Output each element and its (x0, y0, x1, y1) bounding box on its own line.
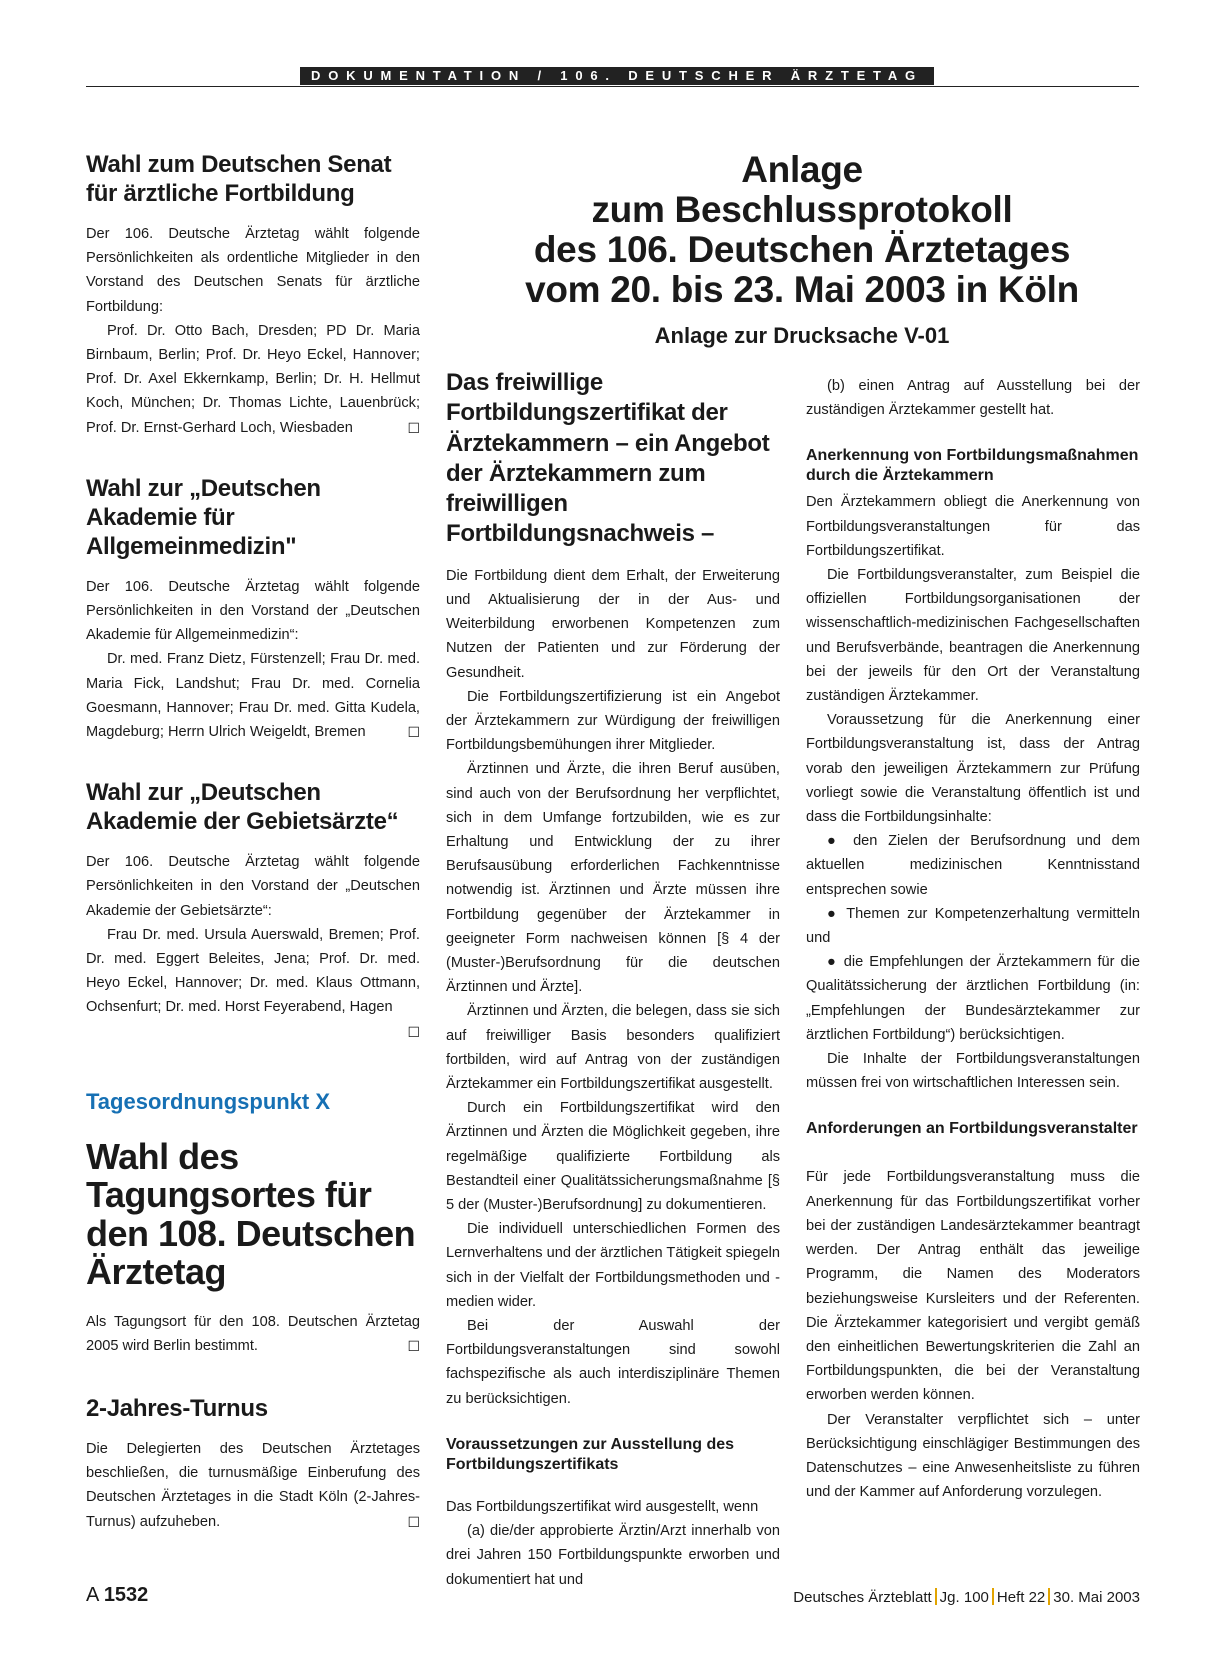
journal-date: 30. Mai 2003 (1053, 1589, 1140, 1606)
end-mark: ☐ (407, 1023, 420, 1040)
paragraph: Ärztinnen und Ärzten, die belegen, dass sie sich auf freiwilliger Basis besonders qualifiziert fortbilden, wird auf Antrag von der zuständigen Ärztekammer ein Fortbildungszertifikat ausgestellt. (446, 1003, 780, 1093)
tagungsort-title: Wahl des Tagungsortes für den 108. Deutschen Ärztetag (86, 1135, 416, 1293)
allgemeinmedizin-heading: Wahl zur „Deutschen Akademie für Allgemeinmedizin" (86, 474, 321, 560)
paragraph: (b) einen Antrag auf Ausstellung bei der zuständigen Ärztekammer gestellt hat. (806, 378, 1140, 419)
paragraph: Bei der Auswahl der Fortbildungsveranstaltungen sind sowohl fachspezifische als auch interdisziplinäre Themen zu berücksichtigen. (446, 1318, 780, 1407)
paragraph: Die individuell unterschiedlichen Formen des Lernverhaltens und der ärztlichen Tätigkeit spiegeln sich in der Vielfalt der Fortbildungsmethoden und -medien wider. (446, 1221, 780, 1310)
paragraph: Die Inhalte der Fortbildungsveranstaltungen müssen frei von wirtschaftlichen Interessen sein. (806, 1051, 1140, 1092)
paragraph: Durch ein Fortbildungszertifikat wird den Ärztinnen und Ärzten die Möglichkeit gegeben, ihre regelmäßige qualifizierte Fortbildung als Bestandteil einer Qualitätssicherungsmaßnahme [§ 5 der (Muster-)Berufsordnung] zu dokumentieren. (446, 1100, 780, 1214)
turnus-heading: 2-Jahres-Turnus (86, 1395, 268, 1423)
paragraph: Den Ärztekammern obliegt die Anerkennung von Fortbildungsveranstaltungen für das Fortbildungszertifikat. (806, 494, 1140, 559)
turnus-text: Die Delegierten des Deutschen Ärztetages beschließen, die turnusmäßige Einberufung des Deutschen Ärztetages in die Stadt Köln (2-Jahres-Turnus) aufzuheben. ☐ (86, 1437, 420, 1534)
gebietsaerzte-heading: Wahl zur „Deutschen Akademie der Gebietsärzte“ (86, 779, 399, 836)
banner-title-line2: zum Beschlussprotokoll (591, 189, 1013, 230)
paragraph: Der Veranstalter verpflichtet sich – unter Berücksichtigung einschlägiger Bestimmungen des Datenschutzes – eine Anwesenheitsliste zu führen und der Kammer auf Anforderung vorzulegen. (806, 1411, 1140, 1501)
annex-banner (500, 150, 1104, 350)
journal-info (793, 1588, 1140, 1606)
section-header: DOKUMENTATION / 106. DEUTSCHER ÄRZTETAG (300, 67, 934, 85)
anerkennung-heading: Anerkennung von Fortbildungsmaßnahmen durch die Ärztekammern (806, 447, 1139, 485)
paragraph: Für jede Fortbildungsveranstaltung muss die Anerkennung für das Fortbildungszertifikat vorher bei der zuständigen Landesärztekammer beantragt werden. Der Antrag enthält das jeweilige Programm, die Namen des Moderators beziehungsweise Kursleiters und der Referenten. Die Ärztekammer kategorisiert und vergibt gemäß den einheitlichen Bewertungskriterien die Zahl an Fortbildungspunkten, die bei der Veranstaltung erworben werden können. (806, 1169, 1140, 1404)
page-number: A 1532 (86, 1584, 149, 1606)
bullet-item: ● Themen zur Kompetenzerhaltung vermitteln und (806, 905, 1140, 947)
banner-title-line1: Anlage (741, 149, 863, 190)
gebietsaerzte-intro: Der 106. Deutsche Ärztetag wählt folgende Persönlichkeiten in den Vorstand der „Deutschen Akademie der Gebietsärzte“: (86, 854, 420, 919)
end-mark: ☐ (407, 1513, 420, 1530)
left-column (86, 150, 420, 1534)
journal-issue: Heft 22 (996, 1589, 1046, 1606)
end-mark: ☐ (407, 419, 420, 436)
paragraph: Die Fortbildung dient dem Erhalt, der Erweiterung und Aktualisierung der in der Aus- und Weiterbildung erworbenen Kompetenzen zum Nutzen der Patienten und zur Förderung der Gesundheit. (446, 567, 780, 681)
journal-name: Deutsches Ärzteblatt (793, 1589, 932, 1606)
right-column (806, 374, 1140, 1504)
gebietsaerzte-members: Frau Dr. med. Ursula Auerswald, Bremen; Prof. Dr. med. Eggert Beleites, Jena; Prof. Dr. med. Heyo Eckel, Hannover; Dr. med. Klaus Ottmann, Ochsenfurt; Dr. med. Horst Feyerabend, Hagen ☐ (86, 923, 420, 1020)
header-rule (86, 86, 1139, 87)
tagungsort-text: Als Tagungsort für den 108. Deutschen Ärztetag 2005 wird Berlin bestimmt. ☐ (86, 1310, 420, 1358)
end-mark: ☐ (407, 724, 420, 741)
paragraph: Voraussetzung für die Anerkennung einer Fortbildungsveranstaltung ist, dass der Antrag vorab den jeweiligen Ärztekammern zur Prüfung vorliegt sowie die Veranstaltung öffentlich ist und dass die Fortbildungsinhalte: (806, 712, 1140, 826)
voraussetzungen-heading: Voraussetzungen zur Ausstellung des Fortbildungszertifikats (446, 1435, 735, 1473)
senat-members: Prof. Dr. Otto Bach, Dresden; PD Dr. Maria Birnbaum, Berlin; Prof. Dr. Heyo Eckel, Hannover; Prof. Dr. Axel Ekkernkamp, Berlin; Dr. H. Hellmut Koch, München; Dr. Thomas Lichte, Lauenbrück; Prof. Dr. Ernst-Gerhard Loch, Wiesbaden ☐ (86, 319, 420, 440)
end-mark: ☐ (407, 1337, 420, 1354)
paragraph: Ärztinnen und Ärzte, die ihren Beruf ausüben, sind auch von der Berufsordnung her verpflichtet, sich in dem Umfange fortzubilden, wie es zur Erhaltung und Entwicklung der zu ihrer Berufsausübung erforderlichen Fachkenntnisse notwendig ist. Ärztinnen und Ärzte müssen ihre Fortbildung gegenüber der Ärztekammer in geeigneter Form nachweisen können [§ 4 der (Muster-)Berufsordnung für die deutschen Ärztinnen und Ärzte]. (446, 761, 780, 996)
allgemeinmedizin-members: Dr. med. Franz Dietz, Fürstenzell; Frau Dr. med. Maria Fick, Landshut; Frau Dr. med. Cornelia Goesmann, Hannover; Frau Dr. med. Gitta Kudela, Magdeburg; Herrn Ulrich Weigeldt, Bremen ☐ (86, 647, 420, 744)
journal-volume: Jg. 100 (939, 1589, 989, 1606)
paragraph: (a) die/der approbierte Ärztin/Arzt innerhalb von drei Jahren 150 Fortbildungspunkte erworben und dokumentiert hat und (446, 1523, 780, 1588)
senat-heading: Wahl zum Deutschen Senat für ärztliche Fortbildung (86, 151, 392, 207)
banner-title-line3: des 106. Deutschen Ärztetages (533, 229, 1071, 270)
banner-subtitle: Anlage zur Drucksache V-01 (654, 323, 950, 348)
anforderungen-heading: Anforderungen an Fortbildungsveranstalter (806, 1120, 1138, 1138)
agenda-topic: Tagesordnungspunkt X (86, 1088, 331, 1114)
banner-title-line4: vom 20. bis 23. Mai 2003 in Köln (525, 269, 1079, 310)
middle-column (446, 368, 780, 1592)
paragraph: Das Fortbildungszertifikat wird ausgestellt, wenn (446, 1498, 759, 1515)
zertifikat-heading: Das freiwillige Fortbildungszertifikat der Ärztekammern – ein Angebot der Ärztekammern zum freiwilligen Fortbildungsnachweis – (446, 369, 770, 548)
bullet-item: ● die Empfehlungen der Ärztekammern für die Qualitätssicherung der ärztlichen Fortbildung (in: „Empfehlungen der Bundesärztekammer zur ärztlichen Fortbildung“) berücksichtigen. (806, 954, 1140, 1043)
allgemeinmedizin-intro: Der 106. Deutsche Ärztetag wählt folgende Persönlichkeiten in den Vorstand der „Deutschen Akademie für Allgemeinmedizin“: (86, 578, 420, 644)
bullet-item: ● den Zielen der Berufsordnung und dem aktuellen medizinischen Kenntnisstand entsprechen sowie (806, 833, 1140, 898)
paragraph: Die Fortbildungszertifizierung ist ein Angebot der Ärztekammern zur Würdigung der freiwilligen Fortbildungsbemühungen ihrer Mitglieder. (446, 688, 780, 754)
paragraph: Die Fortbildungsveranstalter, zum Beispiel die offiziellen Fortbildungsorganisationen der wissenschaftlich-medizinischen Fachgesellschaften und Berufsverbände, beantragen die Anerkennung bei der jeweils für den Ort der Veranstaltung zuständigen Ärztekammer. (806, 567, 1140, 705)
senat-intro: Der 106. Deutsche Ärztetag wählt folgende Persönlichkeiten als ordentliche Mitglieder in den Vorstand des Deutschen Senats für ärztliche Fortbildung: (86, 226, 420, 315)
